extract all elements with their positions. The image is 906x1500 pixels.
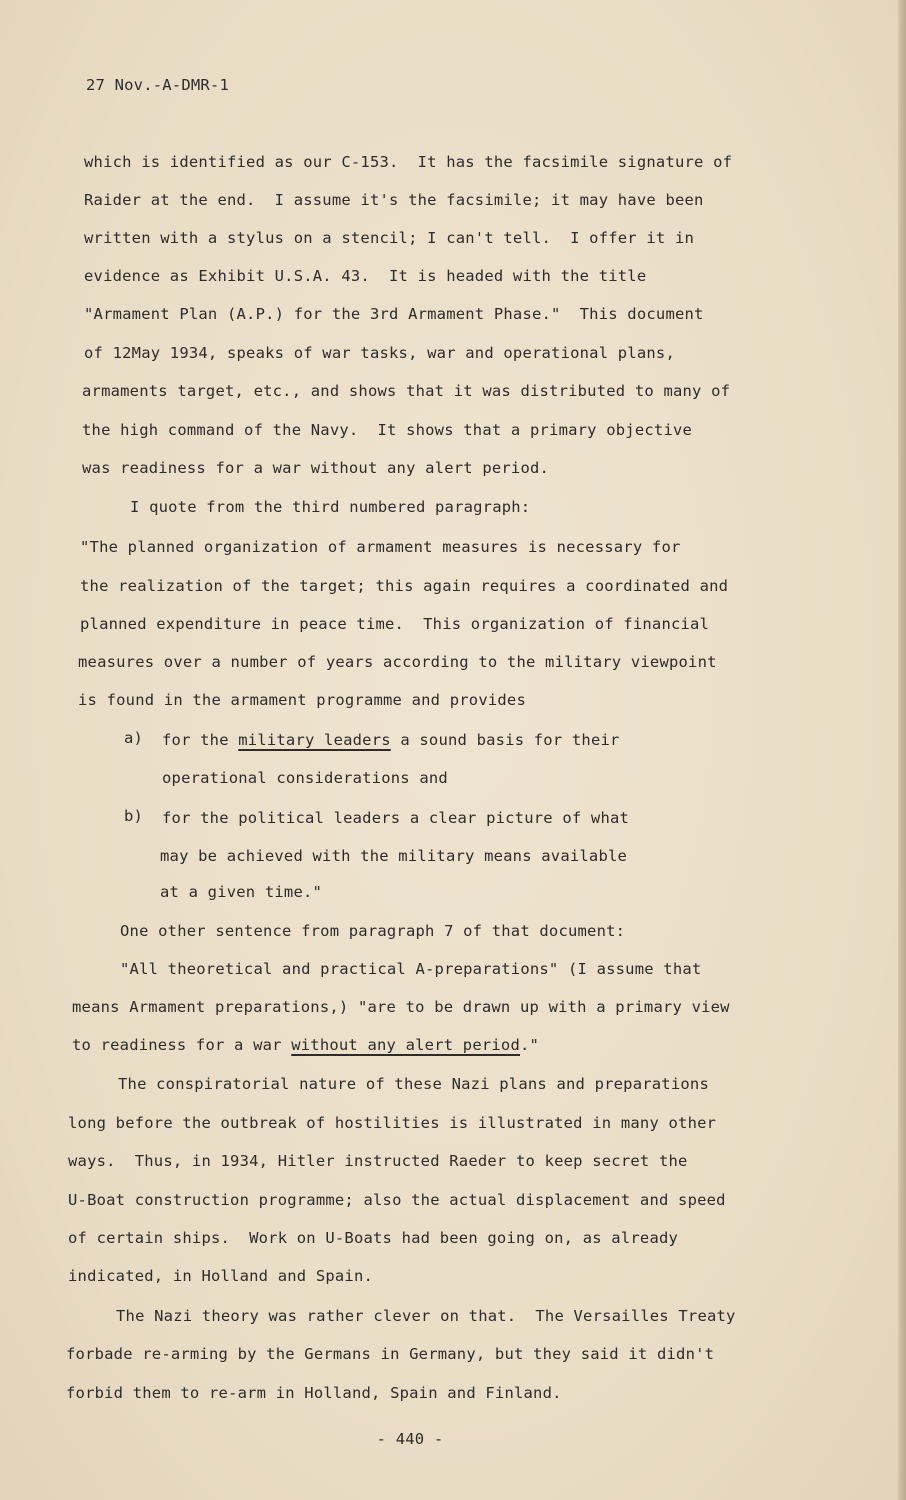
quote-text: to readiness for a war: [72, 1036, 292, 1054]
paragraph-line: evidence as Exhibit U.S.A. 43. It is headed with the title: [84, 267, 647, 285]
paragraph-line: was readiness for a war without any alert period.: [82, 459, 550, 477]
paragraph-line: One other sentence from paragraph 7 of that document:: [120, 922, 626, 940]
list-item-text: a sound basis for their: [390, 731, 620, 749]
quote-line: measures over a number of years according to the military viewpoint: [78, 653, 717, 671]
quote-line: "All theoretical and practical A-preparations" (I assume that: [120, 960, 702, 978]
quote-line: means Armament preparations,) "are to be drawn up with a primary view: [72, 998, 730, 1016]
paragraph-line: I quote from the third numbered paragraph:: [130, 498, 531, 516]
paragraph-line: the high command of the Navy. It shows that a primary objective: [82, 421, 693, 439]
paragraph-line: ways. Thus, in 1934, Hitler instructed Raeder to keep secret the: [68, 1152, 688, 1170]
paragraph-line: armaments target, etc., and shows that it was distributed to many of: [82, 382, 731, 400]
paragraph-line: Raider at the end. I assume it's the facsimile; it may have been: [84, 191, 704, 209]
list-marker: b): [124, 807, 144, 825]
paragraph-line: which is identified as our C-153. It has the facsimile signature of: [84, 153, 733, 171]
paragraph-line: written with a stylus on a stencil; I can't tell. I offer it in: [84, 229, 695, 247]
paragraph-line: "Armament Plan (A.P.) for the 3rd Armament Phase." This document: [84, 305, 704, 323]
list-item-line: at a given time.": [160, 883, 323, 901]
paragraph-line: The conspiratorial nature of these Nazi plans and preparations: [118, 1075, 709, 1093]
paragraph-line: of certain ships. Work on U-Boats had been going on, as already: [68, 1229, 679, 1247]
quote-line: [72, 1035, 539, 1055]
paragraph-line: of 12May 1934, speaks of war tasks, war and operational plans,: [84, 344, 675, 362]
quote-text: .": [520, 1036, 540, 1054]
quote-line: is found in the armament programme and provides: [78, 691, 526, 709]
paragraph-line: U-Boat construction programme; also the actual displacement and speed: [68, 1191, 726, 1209]
page-number: - 440 -: [376, 1430, 444, 1448]
paragraph-line: indicated, in Holland and Spain.: [68, 1267, 374, 1285]
paragraph-line: forbade re-arming by the Germans in Germany, but they said it didn't: [66, 1345, 715, 1363]
list-item-line: may be achieved with the military means available: [160, 847, 628, 865]
list-marker: a): [124, 729, 144, 747]
paragraph-line: The Nazi theory was rather clever on that. The Versailles Treaty: [116, 1307, 736, 1325]
quote-line: "The planned organization of armament measures is necessary for: [80, 538, 681, 556]
page-edge: [898, 0, 906, 1500]
document-id: 27 Nov.-A-DMR-1: [86, 76, 229, 94]
paragraph-line: forbid them to re-arm in Holland, Spain and Finland.: [66, 1384, 562, 1402]
list-item-line: for the political leaders a clear picture of what: [162, 809, 630, 827]
quote-line: the realization of the target; this again requires a coordinated and: [80, 577, 729, 595]
list-item-line: [162, 730, 620, 750]
list-item-line: operational considerations and: [162, 769, 448, 787]
underlined-text: without any alert period: [291, 1036, 520, 1054]
paragraph-line: long before the outbreak of hostilities is illustrated in many other: [68, 1114, 717, 1132]
underlined-text: military leaders: [238, 731, 391, 749]
quote-line: planned expenditure in peace time. This organization of financial: [80, 615, 710, 633]
list-item-text: for the: [162, 731, 239, 749]
